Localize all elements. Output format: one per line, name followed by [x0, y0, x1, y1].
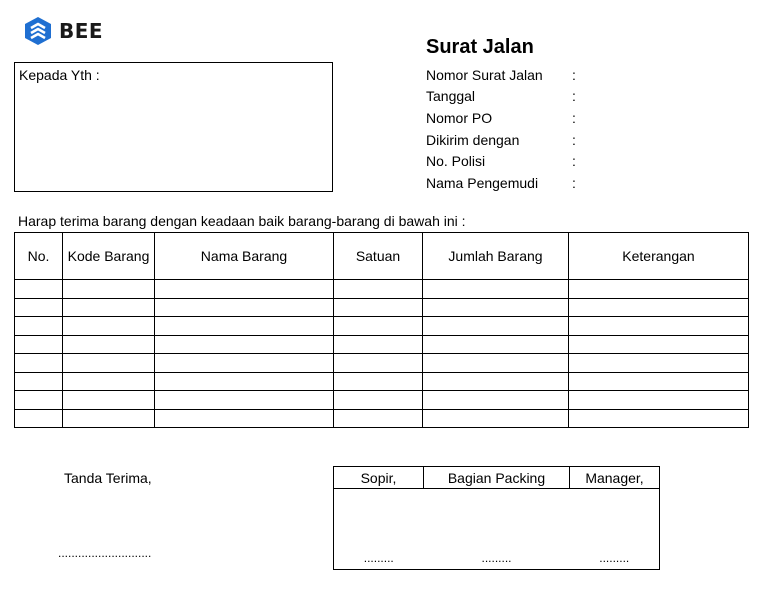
table-cell	[334, 372, 423, 391]
table-cell	[334, 317, 423, 336]
brand-name: BEE	[59, 19, 104, 43]
items-body	[15, 280, 749, 428]
signature-table	[333, 466, 660, 570]
table-cell	[63, 354, 155, 373]
receiver-signature-line: ............................	[58, 546, 152, 560]
signature-lines-row	[334, 489, 660, 570]
table-cell	[569, 317, 749, 336]
table-cell	[334, 409, 423, 428]
table-cell	[15, 354, 63, 373]
signature-header-sopir: Sopir,	[334, 467, 424, 489]
table-cell	[423, 391, 569, 410]
document-details	[426, 64, 582, 194]
table-cell	[15, 335, 63, 354]
table-cell	[155, 317, 334, 336]
header-kode-barang: Kode Barang	[63, 233, 155, 280]
table-row	[15, 409, 749, 428]
detail-label: Nama Pengemudi	[426, 174, 539, 191]
detail-label: Nomor PO	[426, 109, 493, 126]
table-cell	[15, 391, 63, 410]
table-cell	[423, 317, 569, 336]
table-row	[15, 354, 749, 373]
table-cell	[423, 409, 569, 428]
table-cell	[155, 409, 334, 428]
table-row	[15, 372, 749, 391]
table-cell	[569, 298, 749, 317]
header-jumlah-barang: Jumlah Barang	[423, 233, 569, 280]
table-cell	[63, 335, 155, 354]
detail-colon: :	[572, 131, 576, 148]
table-cell	[15, 280, 63, 299]
header-keterangan: Keterangan	[569, 233, 749, 280]
table-cell	[155, 335, 334, 354]
detail-row-tanggal	[426, 86, 582, 108]
table-cell	[63, 409, 155, 428]
table-cell	[423, 298, 569, 317]
header-no: No.	[15, 233, 63, 280]
signature-header-packing: Bagian Packing	[424, 467, 570, 489]
table-cell	[63, 298, 155, 317]
table-cell	[569, 409, 749, 428]
table-cell	[155, 372, 334, 391]
brand-logo	[24, 16, 103, 46]
table-cell	[155, 298, 334, 317]
table-cell	[155, 354, 334, 373]
detail-row-nama-pengemudi	[426, 172, 582, 194]
recipient-box	[14, 62, 333, 192]
receiver-signature-label: Tanda Terima,	[64, 470, 152, 486]
header-satuan: Satuan	[334, 233, 423, 280]
detail-label: No. Polisi	[426, 153, 486, 170]
table-cell	[15, 298, 63, 317]
detail-label: Nomor Surat Jalan	[426, 66, 543, 83]
table-cell	[334, 298, 423, 317]
table-cell	[569, 335, 749, 354]
items-header-row	[15, 233, 749, 280]
table-cell	[155, 391, 334, 410]
table-cell	[334, 391, 423, 410]
table-cell	[15, 372, 63, 391]
signature-line-sopir: .........	[334, 489, 424, 570]
detail-colon: :	[572, 109, 576, 126]
table-cell	[15, 317, 63, 336]
detail-colon: :	[572, 174, 576, 191]
detail-row-nomor-surat-jalan	[426, 64, 582, 86]
header-nama-barang: Nama Barang	[155, 233, 334, 280]
detail-row-nomor-po	[426, 107, 582, 129]
table-row	[15, 280, 749, 299]
signature-line-packing: .........	[424, 489, 570, 570]
table-cell	[63, 391, 155, 410]
detail-label: Tanggal	[426, 88, 476, 105]
detail-colon: :	[572, 66, 576, 83]
table-cell	[423, 335, 569, 354]
table-cell	[63, 317, 155, 336]
table-cell	[569, 280, 749, 299]
detail-colon: :	[572, 153, 576, 170]
signature-header-row	[334, 467, 660, 489]
items-table	[14, 232, 749, 428]
table-cell	[569, 354, 749, 373]
table-cell	[423, 372, 569, 391]
table-cell	[155, 280, 334, 299]
table-cell	[569, 391, 749, 410]
table-cell	[334, 280, 423, 299]
table-row	[15, 317, 749, 336]
detail-row-dikirim-dengan	[426, 129, 582, 151]
bee-logo-icon	[24, 16, 52, 46]
instruction-text: Harap terima barang dengan keadaan baik barang-barang di bawah ini :	[18, 213, 466, 229]
table-cell	[423, 280, 569, 299]
document-title: Surat Jalan	[426, 36, 534, 58]
detail-colon: :	[572, 88, 576, 105]
table-cell	[334, 354, 423, 373]
table-cell	[334, 335, 423, 354]
table-cell	[15, 409, 63, 428]
table-row	[15, 298, 749, 317]
detail-row-no-polisi	[426, 150, 582, 172]
table-cell	[423, 354, 569, 373]
table-cell	[569, 372, 749, 391]
table-cell	[63, 280, 155, 299]
detail-label: Dikirim dengan	[426, 131, 520, 148]
table-cell	[63, 372, 155, 391]
recipient-label: Kepada Yth :	[19, 67, 100, 83]
table-row	[15, 391, 749, 410]
signature-header-manager: Manager,	[570, 467, 660, 489]
table-row	[15, 335, 749, 354]
signature-line-manager: .........	[570, 489, 660, 570]
